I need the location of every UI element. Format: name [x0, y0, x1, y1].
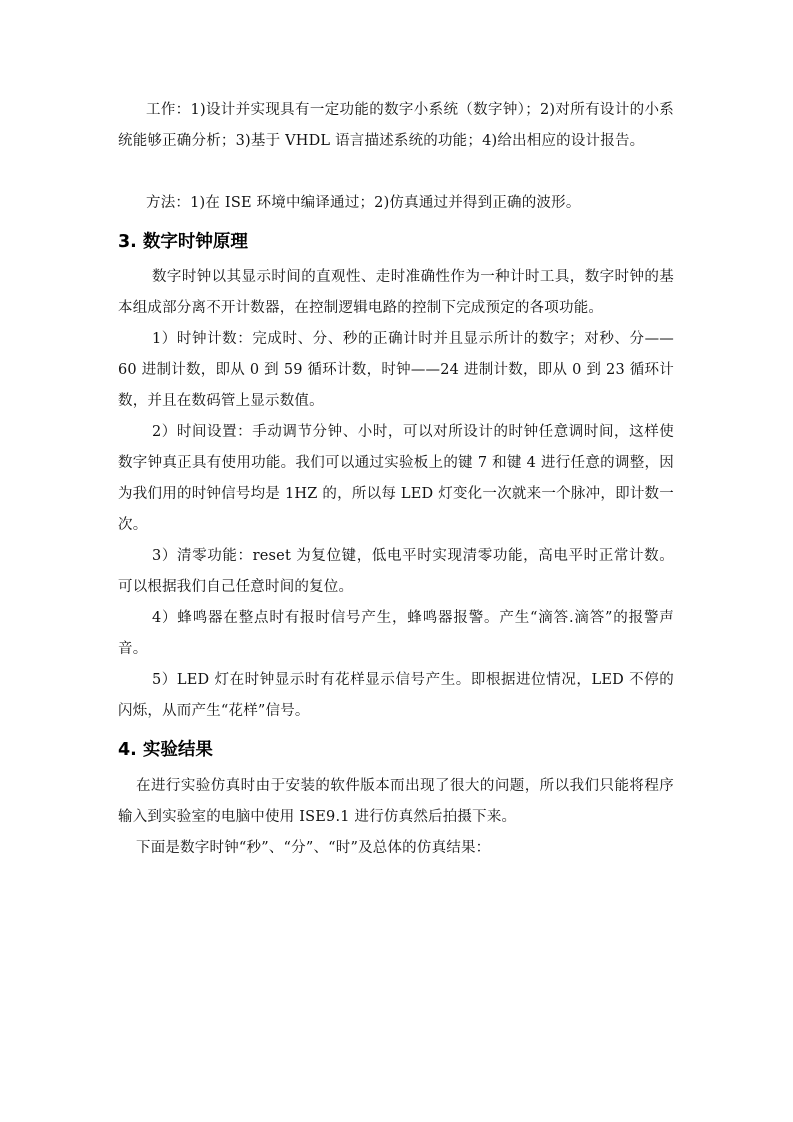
method-paragraph: 方法：1)在 ISE 环境中编译通过；2)仿真通过并得到正确的波形。 [146, 195, 581, 211]
reset-paragraph: 3）清零功能：reset 为复位键，低电平时实现清零功能，高电平时正常计数。可以根据我们自己任意时间的复位。 [118, 548, 674, 595]
clock-counting-paragraph: 1）时钟计数：完成时、分、秒的正确计时并且显示所计的数字；对秒、分——60 进制计数，即从 0 到 59 循环计数，时钟——24 进制计数，即从 0 到 23 循环计数，并且在数码管上显示数值。 [118, 331, 674, 409]
results-paragraph: 在进行实验仿真时由于安装的软件版本而出现了很大的问题，所以我们只能将程序输入到实验室的电脑中使用 ISE9.1 进行仿真然后拍摄下来。 [118, 778, 674, 825]
time-setting-paragraph: 2）时间设置：手动调节分钟、小时，可以对所设计的时钟任意调时间，这样使数字钟真正具有使用功能。我们可以通过实验板上的键 7 和键 4 进行任意的调整，因为我们用的时钟信号均是 1HZ 的，所以每 LED 灯变化一次就来一个脉冲，即计数一次。 [118, 424, 674, 533]
led-paragraph: 5）LED 灯在时钟显示时有花样显示信号产生。即根据进位情况，LED 不停的闪烁，从而产生“花样”信号。 [118, 672, 674, 719]
section-3-heading: 3. 数字时钟原理 [118, 232, 248, 252]
buzzer-paragraph: 4）蜂鸣器在整点时有报时信号产生，蜂鸣器报警。产生“滴答.滴答”的报警声音。 [118, 610, 674, 657]
section-4-heading: 4. 实验结果 [118, 740, 213, 760]
results-intro-paragraph: 下面是数字时钟“秒”、“分”、“时”及总体的仿真结果： [136, 840, 491, 856]
work-paragraph: 工作：1)设计并实现具有一定功能的数字小系统（数字钟）；2)对所有设计的小系统能够正确分析；3)基于 VHDL 语言描述系统的功能；4)给出相应的设计报告。 [118, 102, 674, 149]
clock-intro-paragraph: 数字时钟以其显示时间的直观性、走时准确性作为一种计时工具，数字时钟的基本组成部分离不开计数器，在控制逻辑电路的控制下完成预定的各项功能。 [118, 269, 674, 316]
